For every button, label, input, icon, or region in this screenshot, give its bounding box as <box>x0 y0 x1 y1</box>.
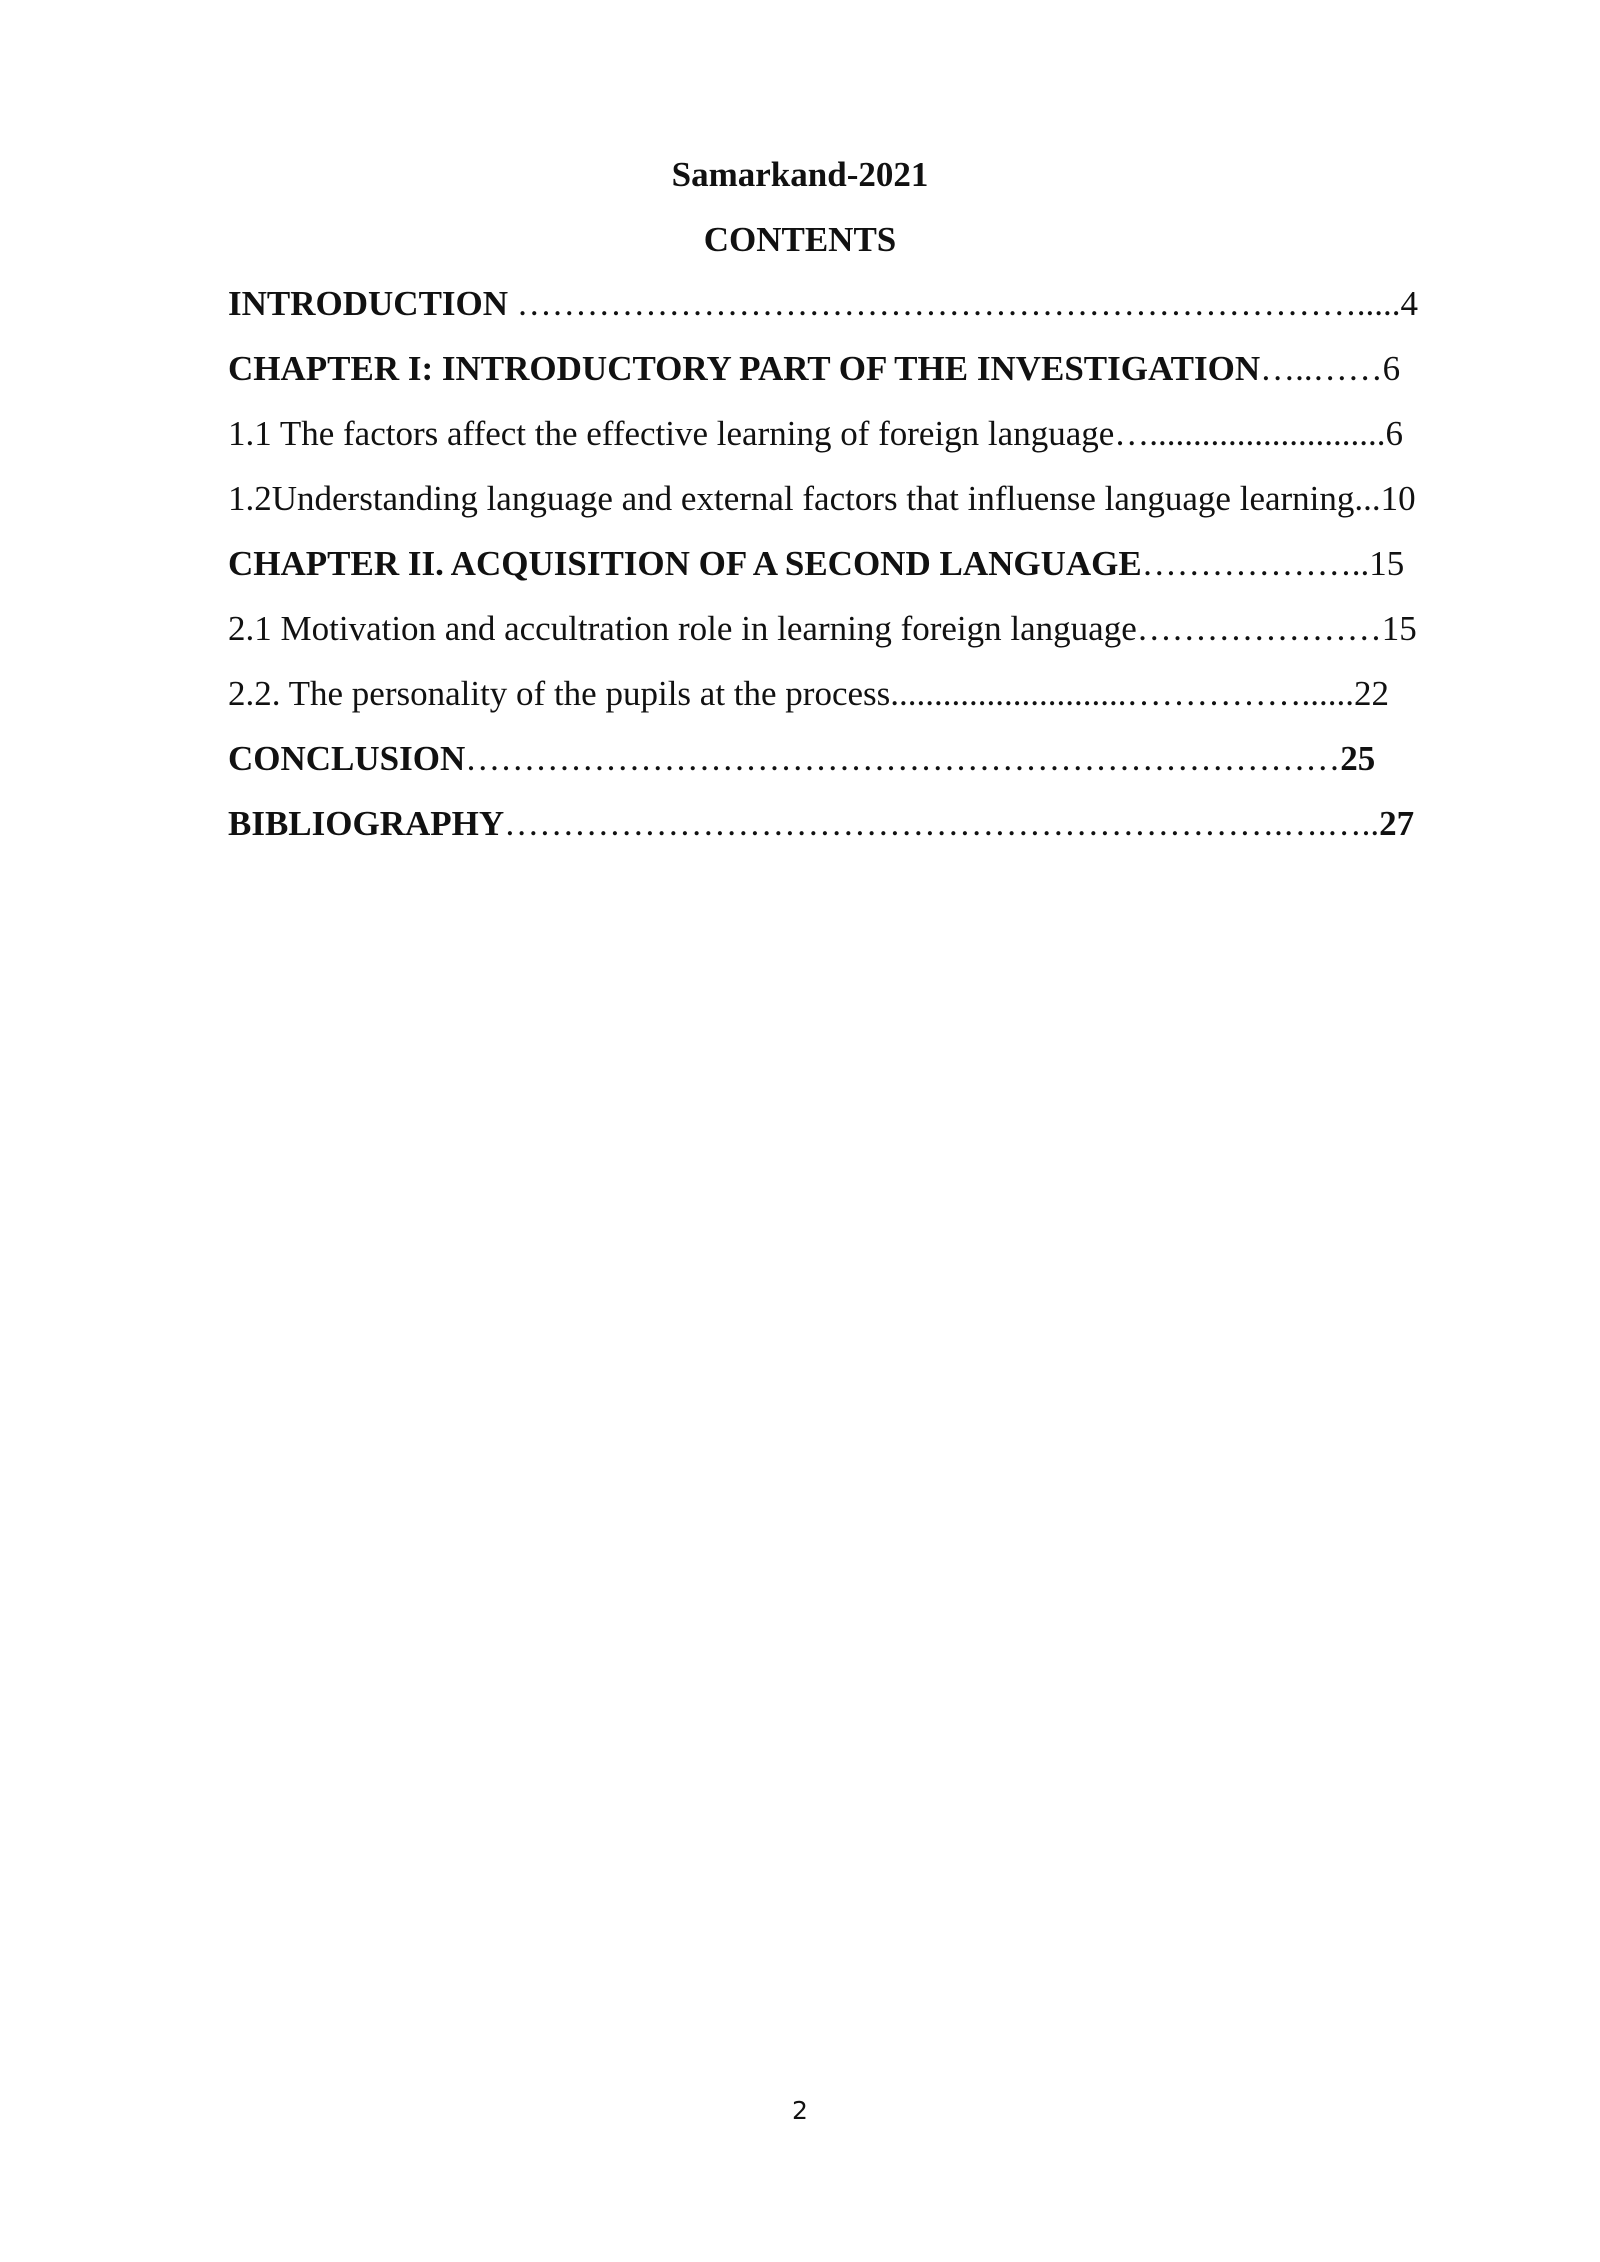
toc-entry-section-1-2[interactable] <box>228 477 1508 542</box>
toc-entry-leader: ………………………………………………………………..... <box>508 284 1401 323</box>
toc-entry-section-1-1[interactable] <box>228 412 1508 477</box>
toc-entry-chapter-1[interactable] <box>228 347 1508 412</box>
toc-entry-page: 6 <box>1385 414 1404 453</box>
toc-entry-leader: ... <box>1354 479 1381 518</box>
toc-entry-title: 2.1 Motivation and accultration role in learning foreign language <box>228 609 1137 648</box>
toc-entry-bibliography[interactable] <box>228 802 1508 867</box>
toc-entry-title: BIBLIOGRAPHY <box>228 804 505 843</box>
toc-entry-page: 15 <box>1381 609 1417 648</box>
toc-entry-leader: ………………………………………………………………… <box>465 739 1341 778</box>
toc-entry-leader: ……………….. <box>1141 544 1370 583</box>
place-year-heading: Samarkand-2021 <box>671 155 929 194</box>
toc-entry-page: 25 <box>1340 739 1376 778</box>
contents-title: CONTENTS <box>703 220 897 259</box>
toc-entry-leader: ...........................……………...... <box>890 674 1355 713</box>
toc-entry-leader: ………………… <box>1136 609 1382 648</box>
toc-entry-page: 6 <box>1382 349 1401 388</box>
toc-entry-page: 27 <box>1379 804 1415 843</box>
toc-entry-title: INTRODUCTION <box>228 284 509 323</box>
toc-entry-section-2-2[interactable] <box>228 672 1508 737</box>
toc-entry-leader: …..…… <box>1260 349 1383 388</box>
toc-entry-title: CHAPTER I: INTRODUCTORY PART OF THE INVESTIGATION <box>228 349 1261 388</box>
toc-entry-introduction[interactable] <box>228 282 1508 347</box>
page-number: 2 <box>792 2096 808 2125</box>
toc-entry-leader: ………………………………………………………….….….. <box>504 804 1380 843</box>
toc-entry-conclusion[interactable] <box>228 737 1508 802</box>
toc-entry-page: 4 <box>1400 284 1419 323</box>
toc-entry-title: CHAPTER II. ACQUISITION OF A SECOND LANGUAGE <box>228 544 1142 583</box>
toc-entry-title: 2.2. The personality of the pupils at the process <box>228 674 891 713</box>
toc-entry-section-2-1[interactable] <box>228 607 1508 672</box>
toc-entry-title: 1.1 The factors affect the effective learning of foreign language <box>228 414 1115 453</box>
toc-entry-chapter-2[interactable] <box>228 542 1508 607</box>
toc-entry-leader: …........................... <box>1114 414 1386 453</box>
toc-entry-title: CONCLUSION <box>228 739 466 778</box>
toc-entry-page: 22 <box>1354 674 1390 713</box>
toc-entry-page: 15 <box>1369 544 1405 583</box>
toc-entry-title: 1.2Understanding language and external factors that influense language learning <box>228 479 1355 518</box>
table-of-contents <box>228 282 1508 867</box>
toc-entry-page: 10 <box>1380 479 1416 518</box>
